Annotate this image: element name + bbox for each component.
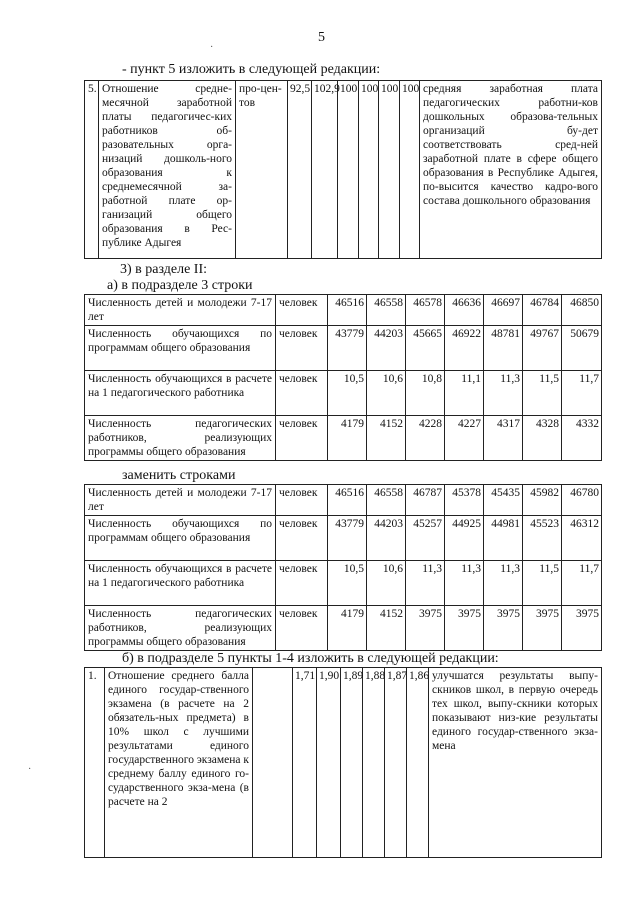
value-cell: 44925: [445, 516, 484, 561]
value-cell: 11,3: [484, 561, 523, 606]
value-cell: 4179: [328, 416, 367, 461]
replace-heading: заменить строками: [122, 468, 236, 483]
unit-cell: человек: [276, 485, 328, 516]
value-cell: 46312: [562, 516, 602, 561]
table-row: [85, 485, 602, 516]
value-cell: 45523: [523, 516, 562, 561]
value-cell: 4317: [484, 416, 523, 461]
value-cell: 1,90: [317, 668, 341, 858]
indicator-name: Численность обучающихся по программам общего образования: [85, 326, 276, 371]
value-cell: 50679: [562, 326, 602, 371]
value-cell: 46850: [562, 295, 602, 326]
value-cell: 45257: [406, 516, 445, 561]
unit-cell: про-цен-тов: [236, 81, 288, 259]
value-cell: 44203: [367, 516, 406, 561]
indicator-name: Численность обучающихся по программам общего образования: [85, 516, 276, 561]
value-cell: 43779: [328, 516, 367, 561]
note-cell: средняя заработная плата педагогических работни-ков дошкольных образова-тельных организаций бу-дет соответствовать сред-ней заработной плате в сфере общего образования в Республике Адыгея, по-высится качество кадро-вого состава дошкольного образования: [420, 81, 602, 259]
indicator-name: Численность обучающихся в расчете на 1 педагогического работника: [85, 371, 276, 416]
value-cell: 48781: [484, 326, 523, 371]
value-cell: 11,5: [523, 371, 562, 416]
indicator-name: Численность педагогических работников, реализующих программы общего образования: [85, 606, 276, 651]
value-cell: 46516: [328, 295, 367, 326]
table-body: [85, 295, 602, 461]
value-cell: 92,5: [288, 81, 312, 259]
value-cell: 4332: [562, 416, 602, 461]
value-cell: 45982: [523, 485, 562, 516]
value-cell: 46922: [445, 326, 484, 371]
table-row: [85, 416, 602, 461]
value-cell: 46784: [523, 295, 562, 326]
value-cell: 11,1: [445, 371, 484, 416]
table-row: [85, 81, 602, 259]
unit-cell: человек: [276, 371, 328, 416]
value-cell: 45378: [445, 485, 484, 516]
table-body: [85, 485, 602, 651]
subsection-b-heading: б) в подразделе 5 пункты 1-4 изложить в следующей редакции:: [122, 651, 499, 666]
table-row: [85, 561, 602, 606]
unit-cell: человек: [276, 326, 328, 371]
value-cell: 11,7: [562, 371, 602, 416]
table-new-rows: [84, 484, 602, 651]
indicator-name: Численность детей и молодежи 7-17 лет: [85, 295, 276, 326]
table-row: [85, 668, 602, 858]
value-cell: 10,5: [328, 561, 367, 606]
value-cell: 100: [338, 81, 359, 259]
value-cell: 3975: [523, 606, 562, 651]
value-cell: 45665: [406, 326, 445, 371]
table-row: [85, 606, 602, 651]
value-cell: 11,3: [406, 561, 445, 606]
value-cell: 46578: [406, 295, 445, 326]
value-cell: 11,3: [484, 371, 523, 416]
table-row: [85, 295, 602, 326]
section-2-heading: 3) в разделе II:: [120, 262, 208, 277]
table-point-5: [84, 80, 602, 259]
value-cell: 1,88: [363, 668, 385, 858]
unit-cell: человек: [276, 295, 328, 326]
value-cell: 11,7: [562, 561, 602, 606]
table-row: [85, 371, 602, 416]
value-cell: 46636: [445, 295, 484, 326]
value-cell: 43779: [328, 326, 367, 371]
value-cell: 10,6: [367, 561, 406, 606]
value-cell: 102,9: [312, 81, 338, 259]
page-number: 5: [318, 30, 325, 45]
indicator-name: Численность обучающихся в расчете на 1 педагогического работника: [85, 561, 276, 606]
value-cell: 1,71: [293, 668, 317, 858]
value-cell: 3975: [484, 606, 523, 651]
value-cell: 46558: [367, 485, 406, 516]
value-cell: 4152: [367, 606, 406, 651]
row-number: 5.: [85, 81, 99, 259]
value-cell: 3975: [445, 606, 484, 651]
table-point-1: [84, 667, 602, 858]
heading-point-5: - пункт 5 изложить в следующей редакции:: [122, 62, 381, 77]
note-cell: улучшатся результаты выпу-скников школ, в первую очередь тех школ, выпу-скники которых показывают низ-кие результаты единого государ-ственного экза-мена: [429, 668, 602, 858]
value-cell: 11,3: [445, 561, 484, 606]
value-cell: 49767: [523, 326, 562, 371]
value-cell: 11,5: [523, 561, 562, 606]
value-cell: 1,86: [407, 668, 429, 858]
subsection-a-heading: а) в подразделе 3 строки: [107, 278, 253, 293]
indicator-name: Отношение среднего балла единого государ-ственного экзамена (в расчете на 2 обязатель-ных предмета) в 10% школ с лучшими результатами единого государственного экзамена к среднему баллу единого го-сударственного экза-мена (в расчете на 2: [105, 668, 253, 858]
unit-cell: человек: [276, 561, 328, 606]
value-cell: 100: [379, 81, 400, 259]
unit-cell: [253, 668, 293, 858]
value-cell: 46780: [562, 485, 602, 516]
scan-speck: ·: [210, 42, 214, 53]
value-cell: 1,89: [341, 668, 363, 858]
value-cell: 46787: [406, 485, 445, 516]
value-cell: 44203: [367, 326, 406, 371]
value-cell: 4228: [406, 416, 445, 461]
value-cell: 1,87: [385, 668, 407, 858]
value-cell: 4227: [445, 416, 484, 461]
table-old-rows: [84, 294, 602, 461]
unit-cell: человек: [276, 416, 328, 461]
value-cell: 4328: [523, 416, 562, 461]
indicator-name: Численность детей и молодежи 7-17 лет: [85, 485, 276, 516]
unit-cell: человек: [276, 606, 328, 651]
value-cell: 100: [359, 81, 379, 259]
indicator-name: Численность педагогических работников, реализующих программы общего образования: [85, 416, 276, 461]
value-cell: 3975: [406, 606, 445, 651]
table-row: [85, 326, 602, 371]
unit-cell: человек: [276, 516, 328, 561]
value-cell: 44981: [484, 516, 523, 561]
value-cell: 10,6: [367, 371, 406, 416]
value-cell: 46697: [484, 295, 523, 326]
value-cell: 45435: [484, 485, 523, 516]
table-row: [85, 516, 602, 561]
value-cell: 46516: [328, 485, 367, 516]
row-number: 1.: [85, 668, 105, 858]
indicator-name: Отношение средне-месячной заработной платы педагогичес-ких работников об-разовательных орга-низаций дошколь-ного образования к среднемесячной за-работной плате ор-ганизаций общего образования в Рес-публике Адыгея: [99, 81, 236, 259]
value-cell: 46558: [367, 295, 406, 326]
value-cell: 10,8: [406, 371, 445, 416]
value-cell: 4152: [367, 416, 406, 461]
value-cell: 3975: [562, 606, 602, 651]
value-cell: 100: [400, 81, 420, 259]
value-cell: 10,5: [328, 371, 367, 416]
value-cell: 4179: [328, 606, 367, 651]
scan-speck: ·: [28, 764, 32, 775]
